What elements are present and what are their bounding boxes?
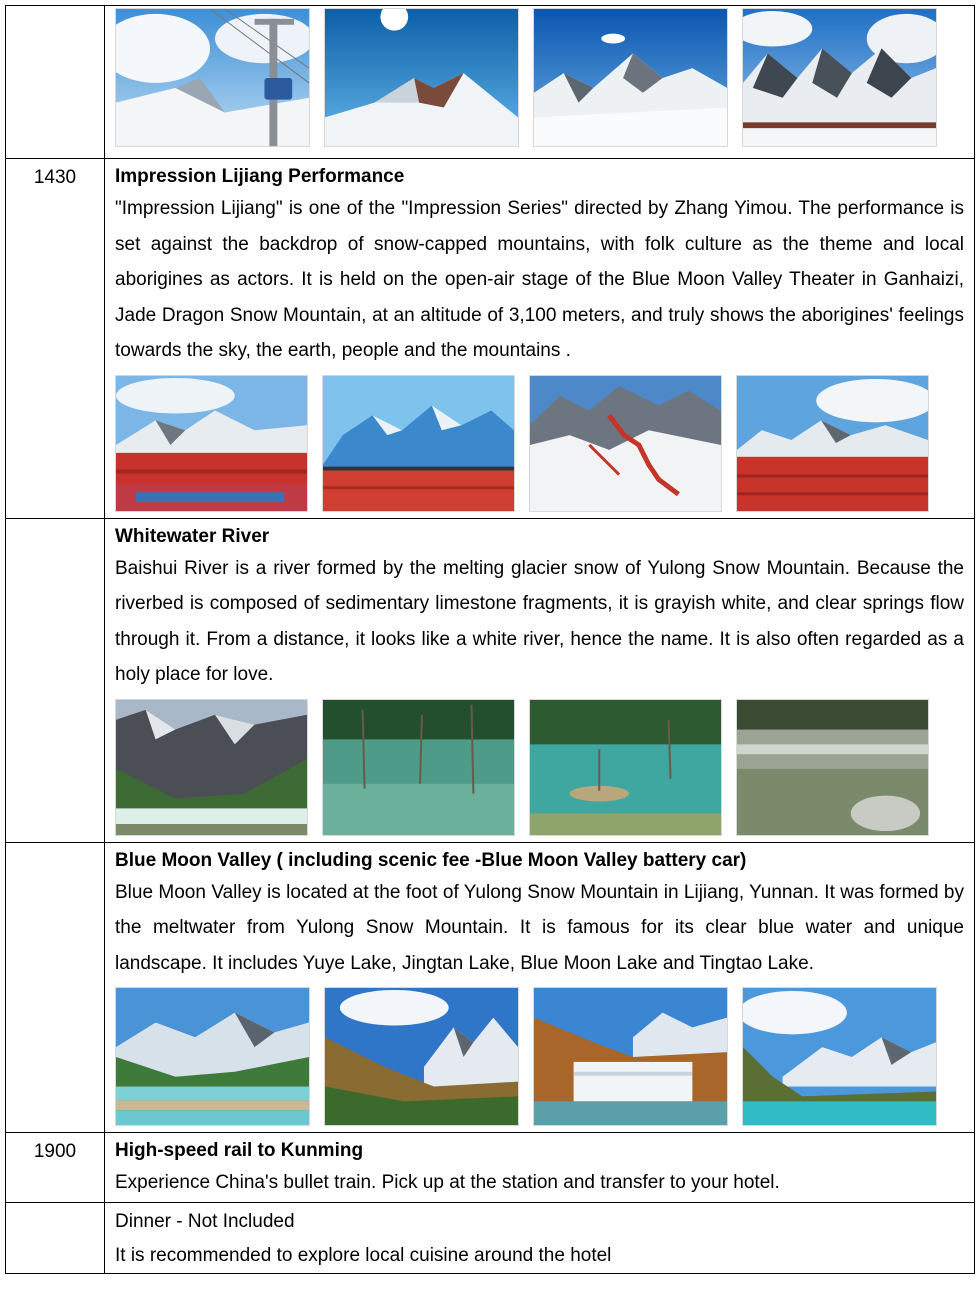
photo-snow-slope-red-stairs [529, 375, 722, 512]
item-description: Experience China's bullet train. Pick up at the station and transfer to your hotel. [115, 1172, 780, 1193]
item-description: "Impression Lijiang" is one of the "Impression Series" directed by Zhang Yimou. The performance is set against the backdrop of snow-capped mountains, with folk culture as the theme and local aborigines as actors. It is held on the open-air stage of the Blue Moon Valley Theater in Ganhaizi, Jade Dragon Snow Mountain, at an altitude of 3,100 meters, and truly shows the aborigines' feelings towards the sky, the earth, people and the mountains . [115, 198, 964, 361]
photo-valley-white-terraces [115, 699, 308, 836]
photo-red-stage-panorama [736, 375, 929, 512]
photo-turquoise-pool-islet [529, 699, 722, 836]
item-title: Blue Moon Valley ( including scenic fee -Blue Moon Valley battery car) [115, 849, 747, 871]
item-title: Impression Lijiang Performance [115, 166, 405, 187]
time-cell [6, 1203, 105, 1274]
photo-limestone-cascade [736, 699, 929, 836]
itinerary-row-high-speed-rail [6, 1133, 975, 1203]
photo-autumn-waterfall [533, 987, 728, 1126]
item-description: Baishui River is a river formed by the melting glacier snow of Yulong Snow Mountain. Because the riverbed is composed of sedimentary limestone fragments, it is grayish white, and clear springs flow through it. From a distance, it looks like a white river, hence the name. It is also often regarded as a holy place for love. [115, 557, 964, 685]
dinner-recommendation: It is recommended to explore local cuisine around the hotel [115, 1245, 612, 1266]
time-cell: 1900 [6, 1133, 105, 1203]
item-title: High-speed rail to Kunming [115, 1140, 364, 1161]
photo-blue-mountain-red-stage [322, 375, 515, 512]
photo-turquoise-lake-peaks [742, 987, 937, 1126]
time-cell: 1430 [6, 159, 105, 519]
photo-forest-valley-snow-peak [324, 987, 519, 1126]
photo-snow-mountain-boardwalk-crowd [742, 8, 937, 147]
itinerary-table [5, 5, 975, 1274]
itinerary-row-snow-mountain [6, 6, 975, 159]
time-cell [6, 6, 105, 159]
photo-blue-terraces-valley [115, 987, 310, 1126]
dinner-line: Dinner - Not Included [115, 1211, 295, 1232]
time-cell [6, 842, 105, 1133]
photo-green-lake-dead-trees [322, 699, 515, 836]
photo-snow-mountain-peak-sunlit [324, 8, 519, 147]
itinerary-row-whitewater-river [6, 518, 975, 842]
item-title: Whitewater River [115, 525, 270, 547]
itinerary-row-blue-moon-valley [6, 842, 975, 1133]
itinerary-row-dinner [6, 1203, 975, 1274]
photo-red-stage-theater-mountain [115, 375, 308, 512]
photo-snow-mountain-cable-car [115, 8, 310, 147]
time-cell [6, 518, 105, 842]
item-description: Blue Moon Valley is located at the foot of Yulong Snow Mountain in Lijiang, Yunnan. It was formed by the meltwater from Yulong Snow Mountain. It is famous for its clear blue water and unique landscape. It includes Yuye Lake, Jingtan Lake, Blue Moon Lake and Tingtao Lake. [115, 881, 964, 974]
photo-snow-mountain-ridge-blue-sky [533, 8, 728, 147]
itinerary-row-impression-lijiang [6, 159, 975, 519]
